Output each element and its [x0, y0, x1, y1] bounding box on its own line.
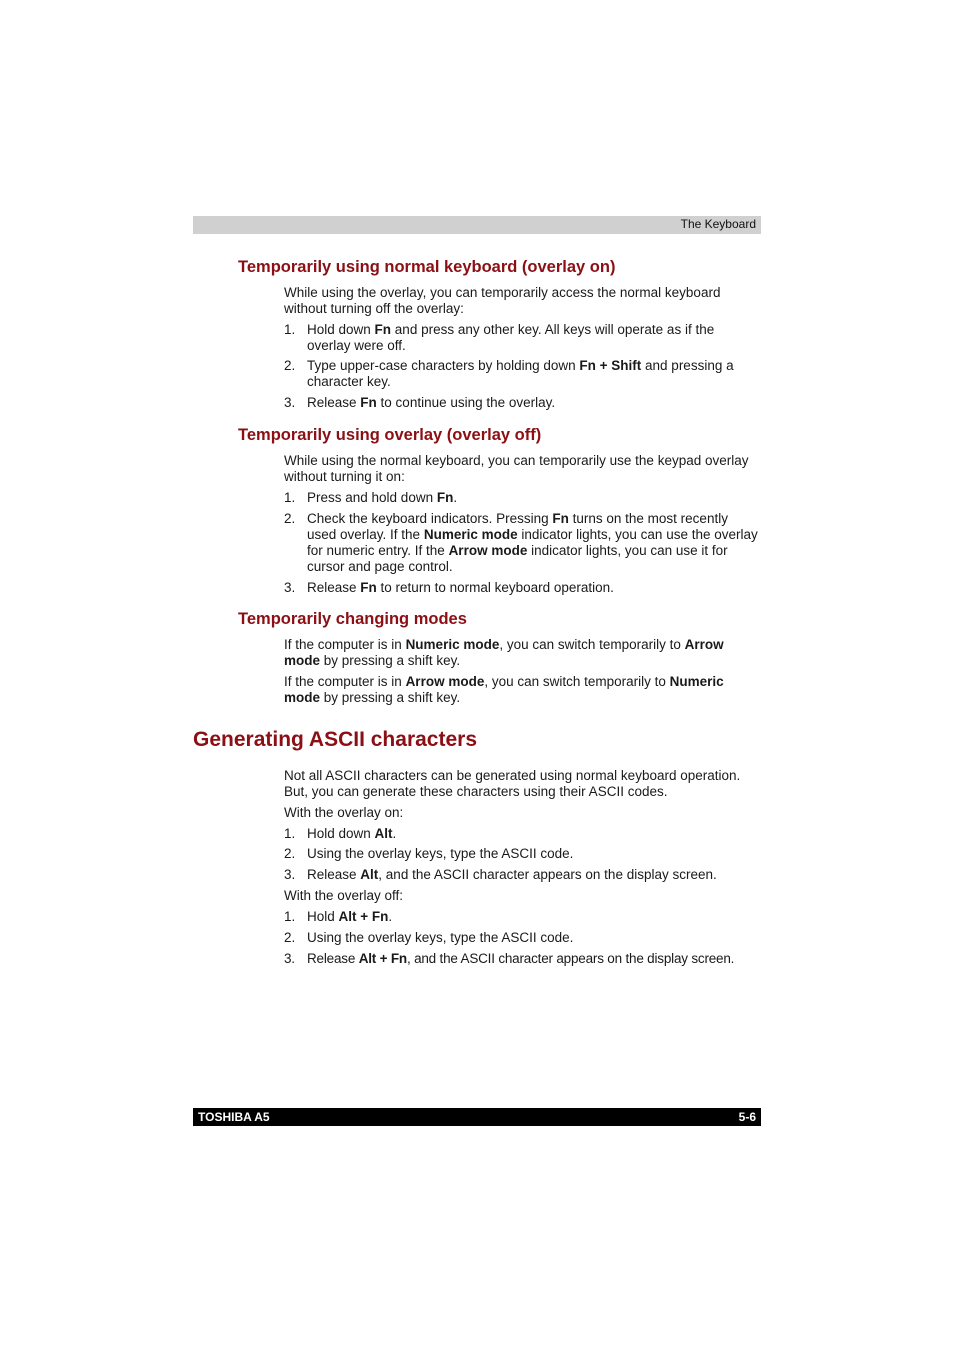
footer-model: TOSHIBA A5: [198, 1110, 270, 1124]
section-heading-overlay-off: Temporarily using overlay (overlay off): [238, 426, 542, 444]
running-footer: [193, 1108, 761, 1126]
section-intro: While using the normal keyboard, you can temporarily use the keypad overlay without turning it on:: [284, 453, 749, 484]
running-header: [193, 216, 761, 234]
section-heading-changing-modes: Temporarily changing modes: [238, 610, 467, 628]
list-item: 3. Release Fn to continue using the overlay.: [284, 395, 556, 410]
paragraph: If the computer is in Numeric mode, you can switch temporarily to Arrow mode by pressing a shift key.: [284, 637, 724, 668]
list-item: 3. Release Alt + Fn, and the ASCII character appears on the display screen.: [284, 951, 735, 966]
section-intro: Not all ASCII characters can be generated using normal keyboard operation. But, you can generate these characters using their ASCII codes.: [284, 768, 741, 799]
section-intro: While using the overlay, you can temporarily access the normal keyboard without turning off the overlay:: [284, 285, 721, 316]
paragraph: If the computer is in Arrow mode, you can switch temporarily to Numeric mode by pressing a shift key.: [284, 674, 724, 705]
main-heading-ascii: Generating ASCII characters: [193, 728, 477, 751]
list-item: 2. Check the keyboard indicators. Pressing Fn turns on the most recently used overlay. If the Numeric mode indicator lights, you can use the overlay for numeric entry. If the Arrow mode indicator lights, you can use it for cursor and page control.: [284, 511, 758, 574]
list-item: 1. Hold Alt + Fn.: [284, 909, 393, 924]
header-section-name: The Keyboard: [680, 217, 756, 231]
list-item: 3. Release Alt, and the ASCII character appears on the display screen.: [284, 867, 717, 882]
list-item: 2. Using the overlay keys, type the ASCII code.: [284, 930, 574, 945]
list-item: 1. Hold down Fn and press any other key. All keys will operate as if the overlay were off.: [284, 322, 715, 353]
list-item: 1. Hold down Alt.: [284, 826, 397, 841]
list-item: 1. Press and hold down Fn.: [284, 490, 458, 505]
list-item: 3. Release Fn to return to normal keyboard operation.: [284, 580, 614, 595]
overlay-on-label: With the overlay on:: [284, 805, 404, 820]
page-number: 5-6: [738, 1110, 756, 1124]
overlay-off-label: With the overlay off:: [284, 888, 404, 903]
section-heading-overlay-on: Temporarily using normal keyboard (overlay on): [238, 258, 616, 276]
list-item: 2. Type upper-case characters by holding down Fn + Shift and pressing a character key.: [284, 358, 734, 389]
list-item: 2. Using the overlay keys, type the ASCII code.: [284, 846, 574, 861]
